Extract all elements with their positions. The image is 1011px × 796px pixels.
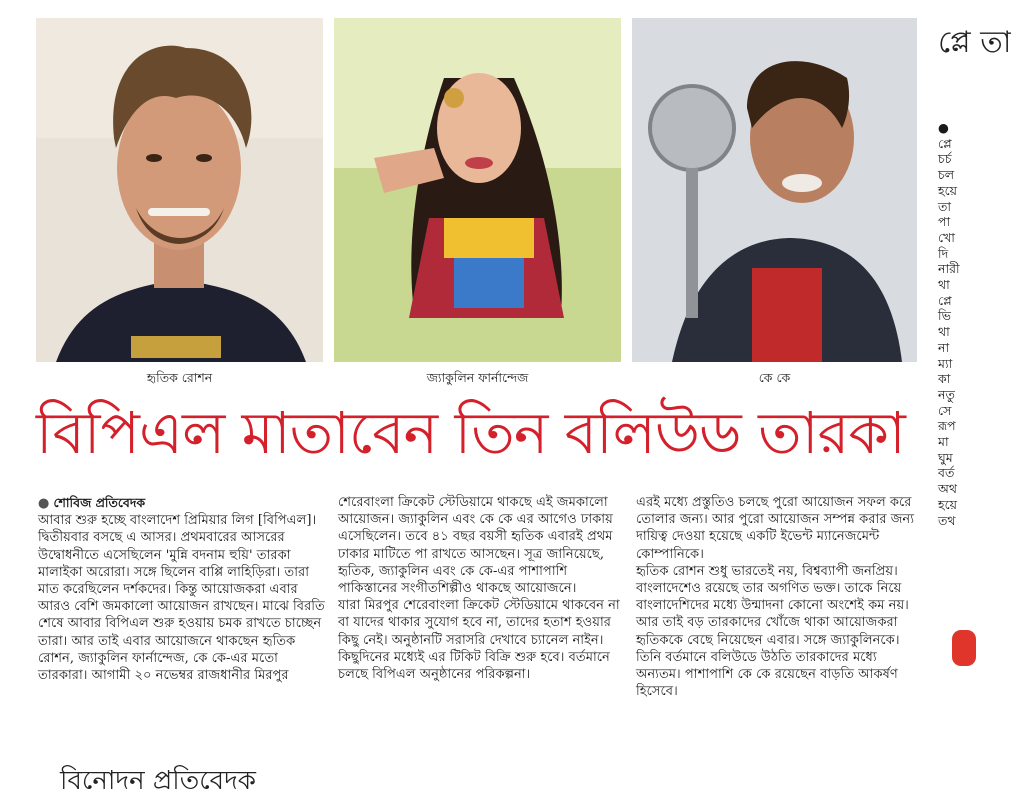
side-text-line: অথ	[938, 481, 957, 497]
side-text-line: না	[938, 339, 950, 355]
paragraph: এরই মধ্যে প্রস্তুতিও চলছে পুরো আয়োজন সফল করে তোলার জন্য। আর পুরো আয়োজন সম্পন্ন করার জন্য দায়িত্ব দেওয়া হয়েছে একটি ইভেন্ট ম্যানেজমেন্ট কোম্পানিকে।	[636, 495, 915, 562]
side-text-line: বর্ত	[938, 465, 955, 481]
photo-jacqueline	[334, 18, 621, 362]
side-article-headline: প্লে তা	[938, 25, 1011, 60]
article-column-2	[338, 494, 626, 683]
article-column-3	[636, 494, 920, 700]
side-text-line: সে	[938, 402, 952, 418]
side-text-line: খো	[938, 229, 955, 245]
photo-kk	[632, 18, 917, 362]
side-text-line: তা	[938, 198, 952, 214]
side-text-line: দি	[938, 245, 949, 261]
side-text-line: প্লে	[938, 135, 952, 151]
paragraph: শেরেবাংলা ক্রিকেট স্টেডিয়ামে থাকছে এই জমকালো আয়োজন। জ্যাকুলিন এবং কে কে এর আগেও ঢাকায় এসেছিলেন। তবে ৪১ বছর বয়সী হৃতিক এবারই প্রথম ঢাকার মাটিতে পা রাখতে আসছেন। সূত্র জানিয়েছে, হৃতিক, জ্যাকুলিন এবং কে কে-এর পাশাপাশি পাকিস্তানের সংগীতশিল্পীও থাকছে আয়োজনে।	[338, 495, 613, 597]
byline: শোবিজ প্রতিবেদক	[53, 495, 146, 510]
side-article-text	[938, 120, 978, 528]
side-text-line: কা	[938, 371, 951, 387]
side-text-line: ম্যা	[938, 355, 953, 371]
headline: বিপিএল মাতাবেন তিন বলিউড তারকা	[36, 399, 905, 467]
side-text-line: প্লে	[938, 292, 952, 308]
side-text-line: থা	[938, 277, 950, 293]
side-text-line: পা	[938, 214, 951, 230]
next-article-headline: বিনোদন প্রতিবেদক	[60, 766, 256, 796]
caption-photo2: জ্যাকুলিন ফার্নান্দেজ	[426, 370, 529, 385]
paragraph: আবার শুরু হচ্ছে বাংলাদেশ প্রিমিয়ার লিগ [বিপিএল]। দ্বিতীয়বার বসছে এ আসর। প্রথমবারের আসরের উদ্বোধনীতে এসেছিলেন 'মুন্নি বদনাম হুয়ি' তারকা মালাইকা অরোরা। সঙ্গে ছিলেন বাপ্পি লাহিড়িরা। তারা মাত করেছিলেন দর্শকদের। কিন্তু আয়োজকরা এবার আরও বেশি জমকালো আয়োজন রাখছেন। মাঝে বিরতি শেষে আবার বিপিএল শুরু হওয়ায় চমক রাখতে চাচ্ছেন তারা। আর তাই এবার আয়োজনে থাকছেন হৃতিক রোশন, জ্যাকুলিন ফার্নান্দেজ, কে কে-এর মতো তারকারা। আগামী ২০ নভেম্বর রাজধানীর মিরপুর	[38, 513, 325, 684]
side-text-line: রূপ	[938, 418, 956, 434]
side-text-line: মা	[938, 434, 949, 450]
paragraph: যারা মিরপুর শেরেবাংলা ক্রিকেট স্টেডিয়ামে থাকবেন না বা যাদের থাকার সুযোগ হবে না, তাদের হতাশ হওয়ার কিছু নেই। অনুষ্ঠানটি সরাসরি দেখাবে চ্যানেল নাইন। কিছুদিনের মধ্যেই এর টিকিট বিক্রি শুরু হবে। বর্তমানে চলছে বিপিএল অনুষ্ঠানের পরিকল্পনা।	[338, 598, 620, 683]
side-text-line: তথ	[938, 512, 956, 528]
side-text-line: হয়ে	[938, 496, 957, 512]
side-text-line: ●	[938, 120, 949, 135]
photo-hrithik	[36, 18, 323, 362]
caption-photo3: কে কে	[758, 370, 791, 385]
side-text-line: নতু	[938, 386, 955, 402]
side-text-line: চল	[938, 167, 955, 183]
side-text-line: চর্চ	[938, 151, 952, 167]
side-text-line: ভি	[938, 308, 951, 324]
side-red-tab[interactable]	[952, 630, 976, 666]
byline-row	[38, 494, 326, 512]
side-text-line: ঘুম	[938, 449, 953, 465]
side-text-line: নারী	[938, 261, 960, 277]
side-text-line: হয়ে	[938, 182, 957, 198]
article-column-1	[38, 494, 326, 684]
side-text-line: থা	[938, 324, 950, 340]
paragraph: হৃতিক রোশন শুধু ভারতেই নয়, বিশ্বব্যাপী জনপ্রিয়। বাংলাদেশেও রয়েছে তার অগণিত ভক্ত। তাকে নিয়ে বাংলাদেশিদের মধ্যে উন্মাদনা কোনো অংশেই কম নয়। আর তাই বড় তারকাদের খোঁজে থাকা আয়োজকরা হৃতিককে বেছে নিয়েছেন এবার। সঙ্গে জ্যাকুলিনকে। তিনি বর্তমানে বলিউডে উঠতি তারকাদের মধ্যে অন্যতম। পাশাপাশি কে কে রয়েছেন বাড়তি আকর্ষণ হিসেবে।	[636, 563, 909, 700]
bullet-icon: ●	[38, 496, 50, 511]
caption-photo1: হৃতিক রোশন	[146, 370, 213, 385]
